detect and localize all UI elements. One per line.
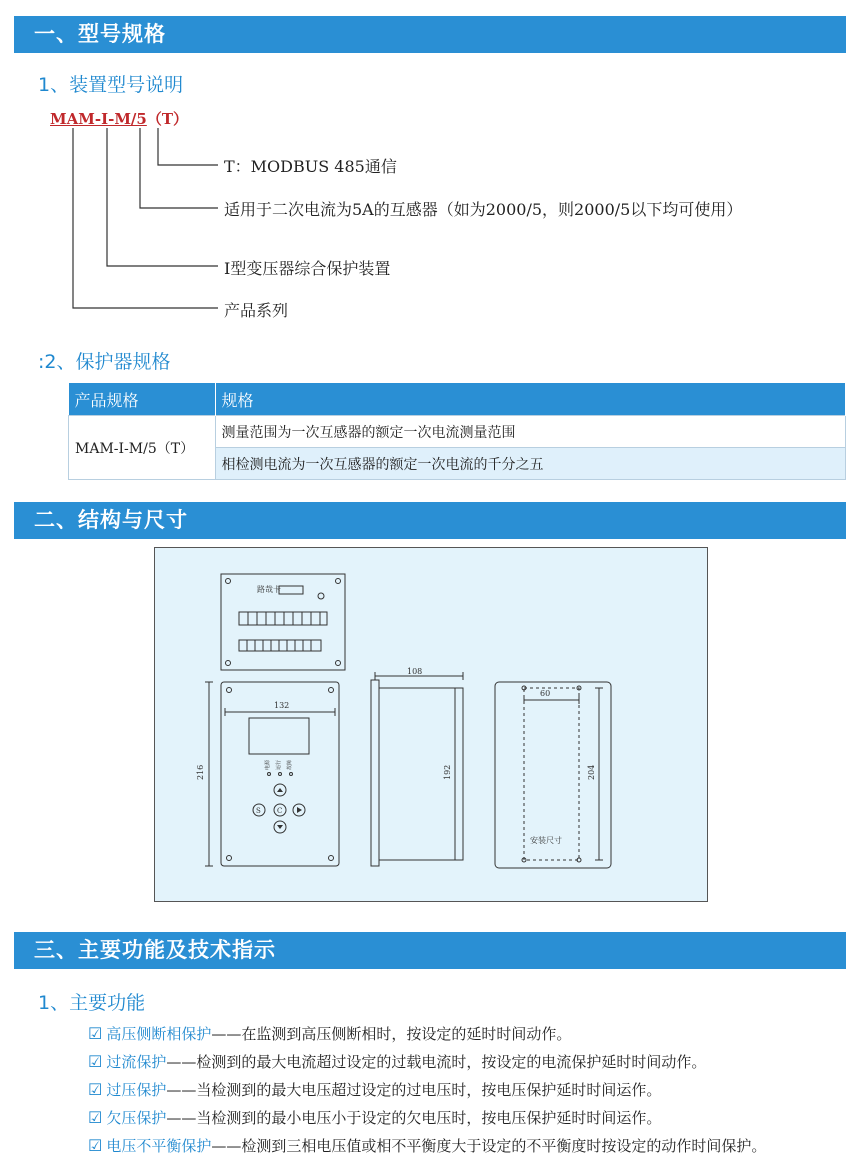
screw-hole: [336, 579, 341, 584]
spec-table-header: [69, 383, 846, 416]
dim-cut-width: 60: [540, 689, 551, 698]
feature-keyword: 电压不平衡保护: [106, 1137, 212, 1155]
line-5: [140, 128, 218, 208]
terminal-strip-top: [239, 612, 327, 625]
model-breakdown-lines: [0, 0, 860, 330]
feature-keyword: 高压侧断相保护: [106, 1025, 212, 1043]
feature-text: ——检测到三相电压值或相不平衡度大于设定的不平衡度时按设定的动作时间保护。: [211, 1137, 767, 1155]
dim-side-height: 192: [443, 764, 452, 780]
feature-text: ——当检测到的最小电压小于设定的欠电压时，按电压保护延时时间运作。: [166, 1109, 662, 1127]
section-2-header: 二、结构与尺寸: [14, 502, 846, 539]
spec-table: [68, 383, 846, 480]
line-series: [73, 128, 218, 308]
comm-port: [279, 586, 303, 594]
feature-keyword: 过流保护: [106, 1053, 167, 1071]
dim-side-depth: 108: [407, 667, 423, 676]
model-code-main: MAM-I-M/5: [50, 110, 147, 128]
desc-device-type: I型变压器综合保护装置: [224, 259, 391, 278]
list-item: [88, 1107, 661, 1128]
indicator-run-label: 运行: [276, 759, 282, 770]
screw-hole: [226, 661, 231, 666]
protector-spec-heading: :2、保护器规格: [38, 351, 171, 373]
list-item: [88, 1135, 766, 1156]
dim-line-front-height: [205, 682, 213, 866]
dim-line-cut-height: [595, 688, 603, 860]
cutout-outline: [524, 688, 579, 860]
col-spec: 规格: [215, 383, 846, 416]
spec-model-cell: MAM-I-M/5（T）: [69, 416, 216, 480]
lcd-screen: [249, 718, 309, 754]
screw-hole: [318, 593, 324, 599]
checkbox-icon: ☑: [88, 1024, 103, 1043]
dim-cut-height: 204: [587, 764, 596, 780]
screw-hole: [226, 579, 231, 584]
terminal-board-label: 路哉卡: [257, 585, 281, 594]
section-3-header: 三、主要功能及技术指示: [14, 932, 846, 969]
feature-text: ——在监测到高压侧断相时，按设定的延时时间动作。: [211, 1025, 572, 1043]
dimension-drawing: [154, 547, 708, 902]
dim-front-width: 132: [274, 701, 290, 710]
checkbox-icon: ☑: [88, 1108, 103, 1127]
key-c-label: C: [277, 807, 283, 815]
col-product-spec: 产品规格: [69, 383, 216, 416]
cutout-label: 安装尺寸: [530, 836, 562, 845]
feature-text: ——检测到的最大电流超过设定的过载电流时，按设定的电流保护延时时间动作。: [166, 1053, 707, 1071]
key-s-label: S: [256, 807, 261, 815]
desc-communication: T：MODBUS 485通信: [224, 157, 397, 176]
terminal-board: [221, 574, 345, 670]
list-item: [88, 1079, 661, 1100]
list-item: [88, 1051, 706, 1072]
feature-keyword: 欠压保护: [106, 1109, 167, 1127]
line-i: [107, 128, 218, 266]
side-flange: [371, 680, 379, 866]
checkbox-icon: ☑: [88, 1136, 103, 1155]
dim-line-side-height: [451, 688, 459, 860]
list-item: [88, 1023, 571, 1044]
indicator-power-label: 电源: [265, 759, 271, 770]
dimension-drawing-svg: [155, 548, 707, 901]
dim-line-cut-width: [524, 696, 579, 704]
indicator-fault-label: 故障: [287, 759, 293, 770]
section-1-header: 一、型号规格: [14, 16, 846, 53]
checkbox-icon: ☑: [88, 1052, 103, 1071]
checkbox-icon: ☑: [88, 1080, 103, 1099]
desc-ct-secondary: 适用于二次电流为5A的互感器（如为2000/5，则2000/5以下均可使用）: [224, 200, 743, 219]
model-code-suffix: （T）: [146, 110, 189, 128]
table-row: [69, 416, 846, 448]
main-functions-heading: 1、主要功能: [38, 992, 146, 1014]
feature-text: ——当检测到的最大电压超过设定的过电压时，按电压保护延时时间运作。: [166, 1081, 662, 1099]
dim-front-height: 216: [196, 764, 205, 780]
spec-row-1: 测量范围为一次互感器的额定一次电流测量范围: [215, 416, 846, 448]
terminal-strip-bottom: [239, 640, 321, 651]
line-t: [158, 128, 218, 165]
screw-hole: [336, 661, 341, 666]
feature-keyword: 过压保护: [106, 1081, 167, 1099]
desc-product-series: 产品系列: [224, 301, 289, 320]
model-description-heading: 1、装置型号说明: [38, 74, 184, 96]
spec-row-2: 相检测电流为一次互感器的额定一次电流的千分之五: [215, 448, 846, 480]
